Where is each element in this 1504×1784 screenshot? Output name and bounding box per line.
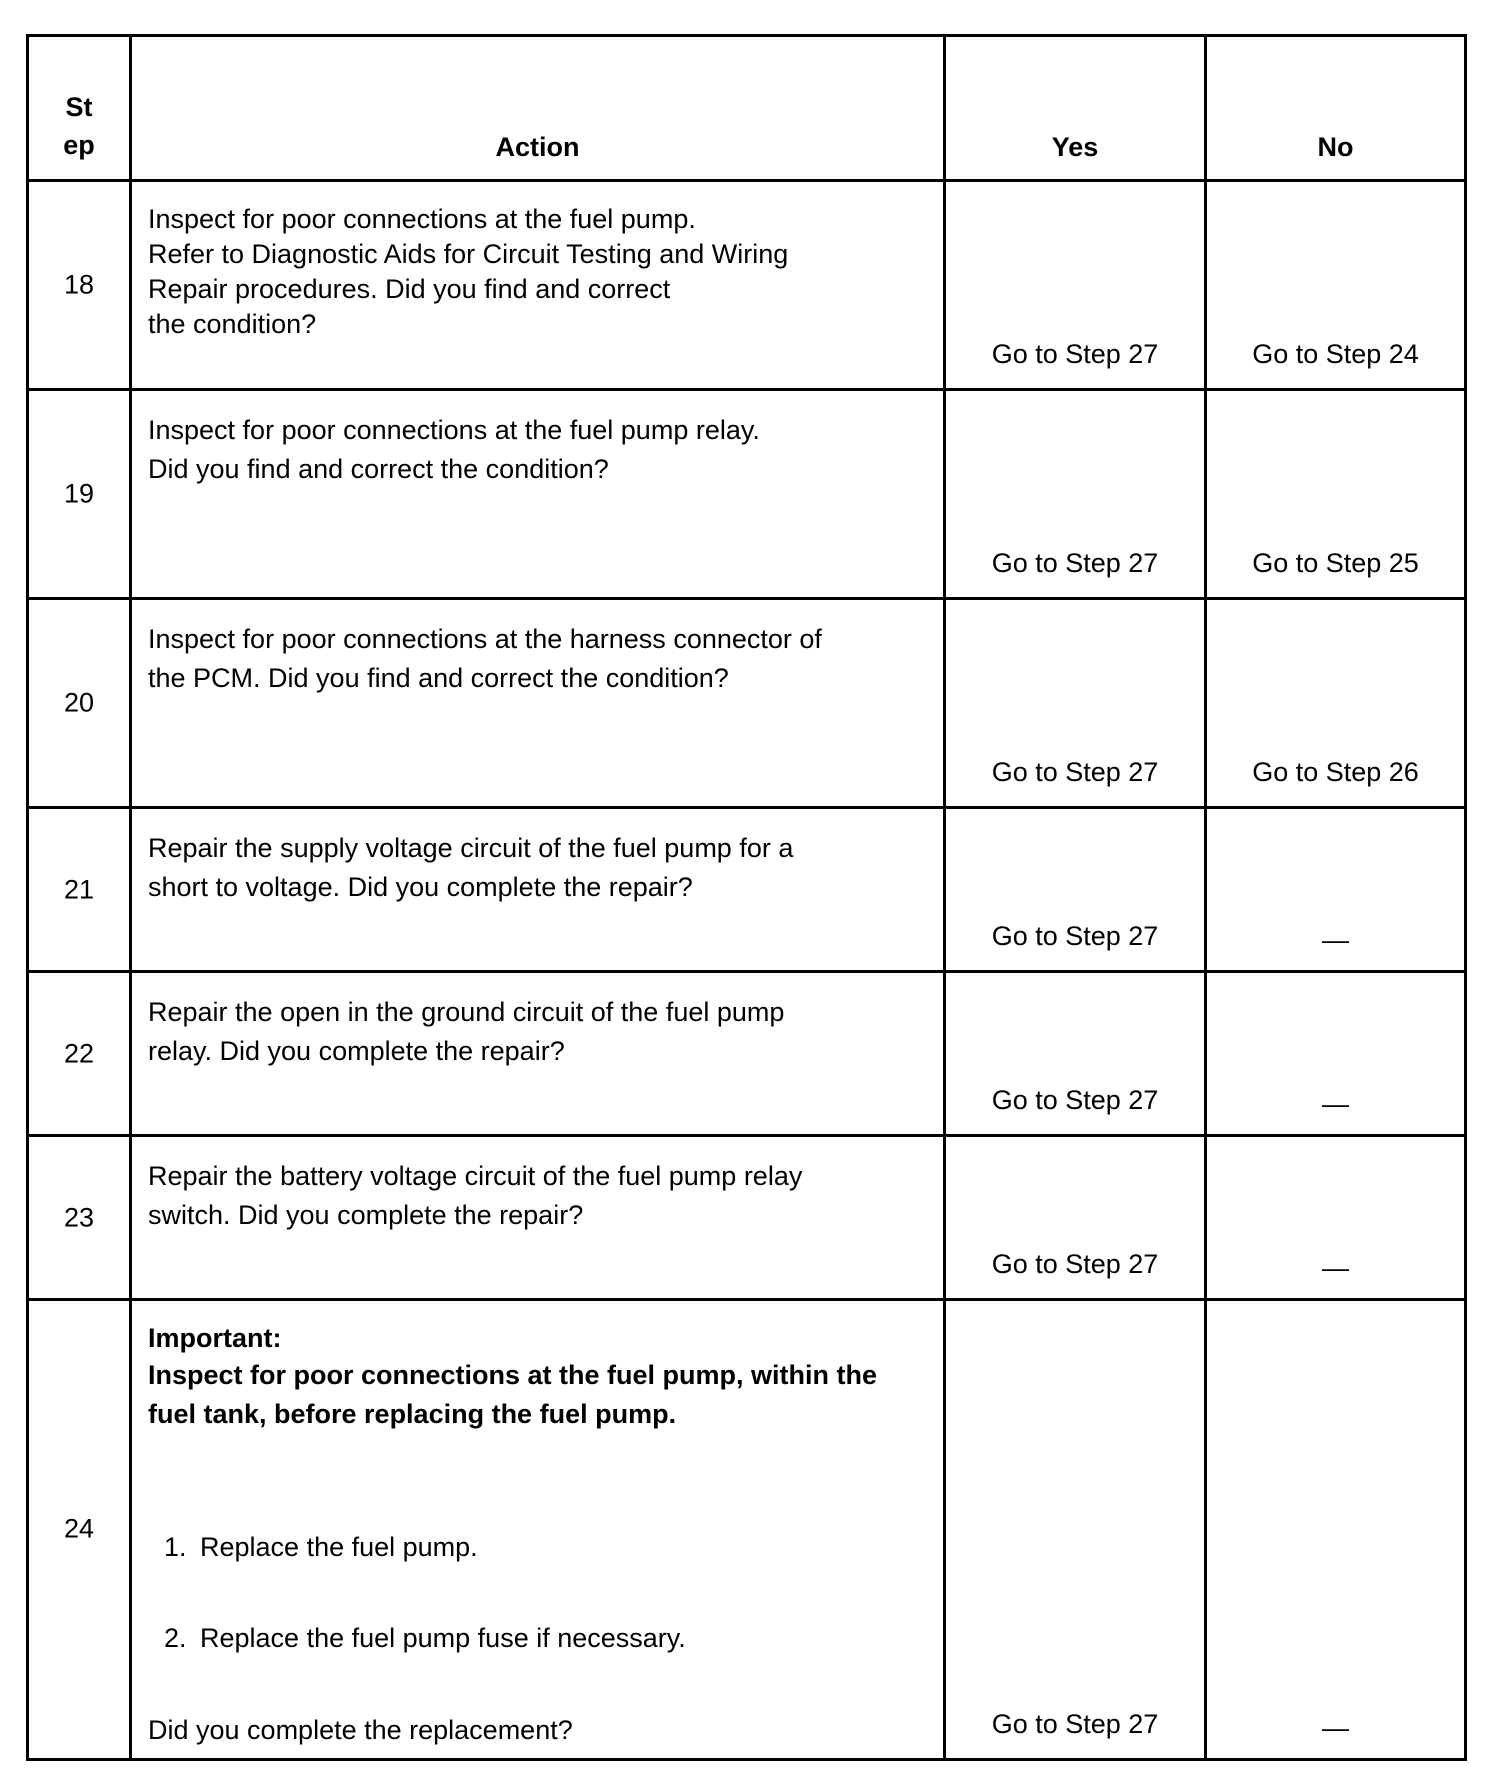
action-line: Repair procedures. Did you find and correct <box>148 274 671 305</box>
header-row <box>28 36 1466 181</box>
action-line: switch. Did you complete the repair? <box>148 1200 584 1231</box>
procedure-list <box>148 1530 927 1656</box>
action-cell <box>131 1136 945 1300</box>
no-outcome: Go to Step 26 <box>1252 756 1419 787</box>
no-outcome: — <box>1322 1088 1349 1119</box>
final-question: Did you complete the replacement? <box>148 1714 573 1745</box>
no-cell <box>1206 390 1466 599</box>
no-cell <box>1206 972 1466 1136</box>
no-cell <box>1206 808 1466 972</box>
yes-cell <box>945 808 1206 972</box>
yes-cell <box>945 972 1206 1136</box>
step-number: 20 <box>63 687 95 718</box>
important-text: Inspect for poor connections at the fuel pump, within the fuel tank, before replacing the fuel pump. <box>148 1360 878 1430</box>
table-row <box>28 599 1466 808</box>
table-row <box>28 1300 1466 1760</box>
action-line: Repair the supply voltage circuit of the fuel pump for a <box>148 833 794 863</box>
yes-cell <box>945 181 1206 390</box>
action-cell <box>131 390 945 599</box>
yes-outcome: Go to Step 27 <box>991 920 1159 951</box>
list-item: 2. Replace the fuel pump fuse if necessary. <box>194 1621 927 1656</box>
yes-outcome: Go to Step 27 <box>991 547 1159 578</box>
header-step <box>28 36 131 181</box>
yes-outcome: Go to Step 27 <box>991 756 1159 787</box>
step-number: 23 <box>63 1201 95 1232</box>
step-cell <box>28 599 131 808</box>
important-label: Important: <box>148 1323 282 1353</box>
action-line: Did you find and correct the condition? <box>148 454 609 485</box>
yes-cell <box>945 1300 1206 1760</box>
table-row <box>28 972 1466 1136</box>
action-cell <box>131 181 945 390</box>
action-line: relay. Did you complete the repair? <box>148 1036 565 1067</box>
diagnostic-table <box>26 34 1467 1761</box>
table-row <box>28 808 1466 972</box>
yes-cell <box>945 390 1206 599</box>
header-yes: Yes <box>945 36 1206 181</box>
no-cell <box>1206 1300 1466 1760</box>
action-line: Repair the open in the ground circuit of the fuel pump <box>148 997 785 1027</box>
action-cell <box>131 972 945 1136</box>
step-cell <box>28 808 131 972</box>
list-item: 1. Replace the fuel pump. <box>194 1530 927 1565</box>
yes-outcome: Go to Step 27 <box>991 1248 1159 1279</box>
action-line: the condition? <box>148 309 317 340</box>
yes-outcome: Go to Step 27 <box>991 338 1159 369</box>
yes-cell <box>945 599 1206 808</box>
header-step-line-2: ep <box>63 130 95 161</box>
no-outcome: — <box>1322 1712 1349 1743</box>
step-cell <box>28 390 131 599</box>
step-number: 19 <box>63 478 95 509</box>
step-number: 22 <box>63 1037 95 1068</box>
no-cell <box>1206 181 1466 390</box>
action-line: short to voltage. Did you complete the repair? <box>148 872 693 903</box>
no-outcome: Go to Step 24 <box>1252 338 1419 369</box>
action-cell <box>131 599 945 808</box>
no-outcome: — <box>1322 1252 1349 1283</box>
action-line: Inspect for poor connections at the harness connector of <box>148 624 822 654</box>
action-line: Inspect for poor connections at the fuel pump relay. <box>148 415 760 445</box>
action-cell <box>131 808 945 972</box>
no-outcome: Go to Step 25 <box>1252 547 1419 578</box>
step-number: 24 <box>63 1513 95 1544</box>
step-number: 18 <box>63 269 95 300</box>
action-cell <box>131 1300 945 1760</box>
header-no: No <box>1206 36 1466 181</box>
header-step-line-1: St <box>65 92 93 123</box>
no-cell <box>1206 1136 1466 1300</box>
step-number: 21 <box>63 873 95 904</box>
header-action: Action <box>131 36 945 181</box>
yes-outcome: Go to Step 27 <box>991 1708 1159 1739</box>
step-cell <box>28 972 131 1136</box>
yes-outcome: Go to Step 27 <box>991 1084 1159 1115</box>
action-line: Refer to Diagnostic Aids for Circuit Testing and Wiring <box>148 239 789 270</box>
no-cell <box>1206 599 1466 808</box>
step-cell <box>28 181 131 390</box>
yes-cell <box>945 1136 1206 1300</box>
table-row <box>28 390 1466 599</box>
table-row <box>28 181 1466 390</box>
step-cell <box>28 1300 131 1760</box>
no-outcome: — <box>1322 924 1349 955</box>
action-line: Repair the battery voltage circuit of the fuel pump relay <box>148 1161 803 1191</box>
action-line: the PCM. Did you find and correct the condition? <box>148 663 729 694</box>
action-line: Inspect for poor connections at the fuel pump. <box>148 204 696 234</box>
step-cell <box>28 1136 131 1300</box>
table-row <box>28 1136 1466 1300</box>
